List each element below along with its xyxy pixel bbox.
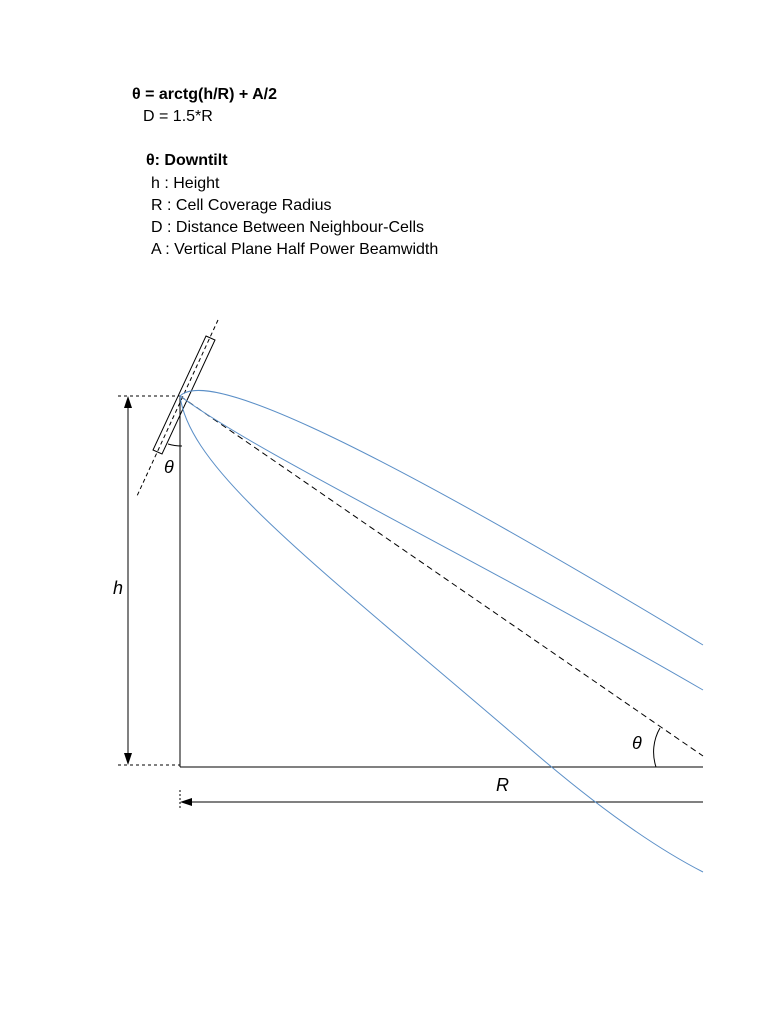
legend-downtilt: θ: Downtilt [146, 152, 228, 169]
antenna-icon [137, 320, 218, 496]
lower-beam-curve [180, 396, 703, 872]
boresight-line [180, 396, 703, 756]
radius-label: R [496, 775, 509, 795]
height-label: h [113, 578, 124, 598]
radius-arrow [180, 790, 703, 810]
upper-beam-curve [180, 390, 703, 645]
legend-radius: R : Cell Coverage Radius [151, 197, 332, 214]
theta-bottom-label: θ [632, 733, 642, 753]
legend-distance: D : Distance Between Neighbour-Cells [151, 219, 425, 236]
legend-beamwidth: A : Vertical Plane Half Power Beamwidth [151, 241, 439, 258]
formula-distance: D = 1.5*R [143, 108, 213, 125]
formula-downtilt: θ = arctg(h/R) + A/2 [132, 86, 277, 103]
theta-top-label: θ [164, 457, 174, 477]
middle-beam-curve [180, 396, 703, 690]
bottom-angle-arc [654, 728, 660, 767]
height-arrow [124, 396, 132, 765]
legend-height: h : Height [151, 175, 220, 192]
